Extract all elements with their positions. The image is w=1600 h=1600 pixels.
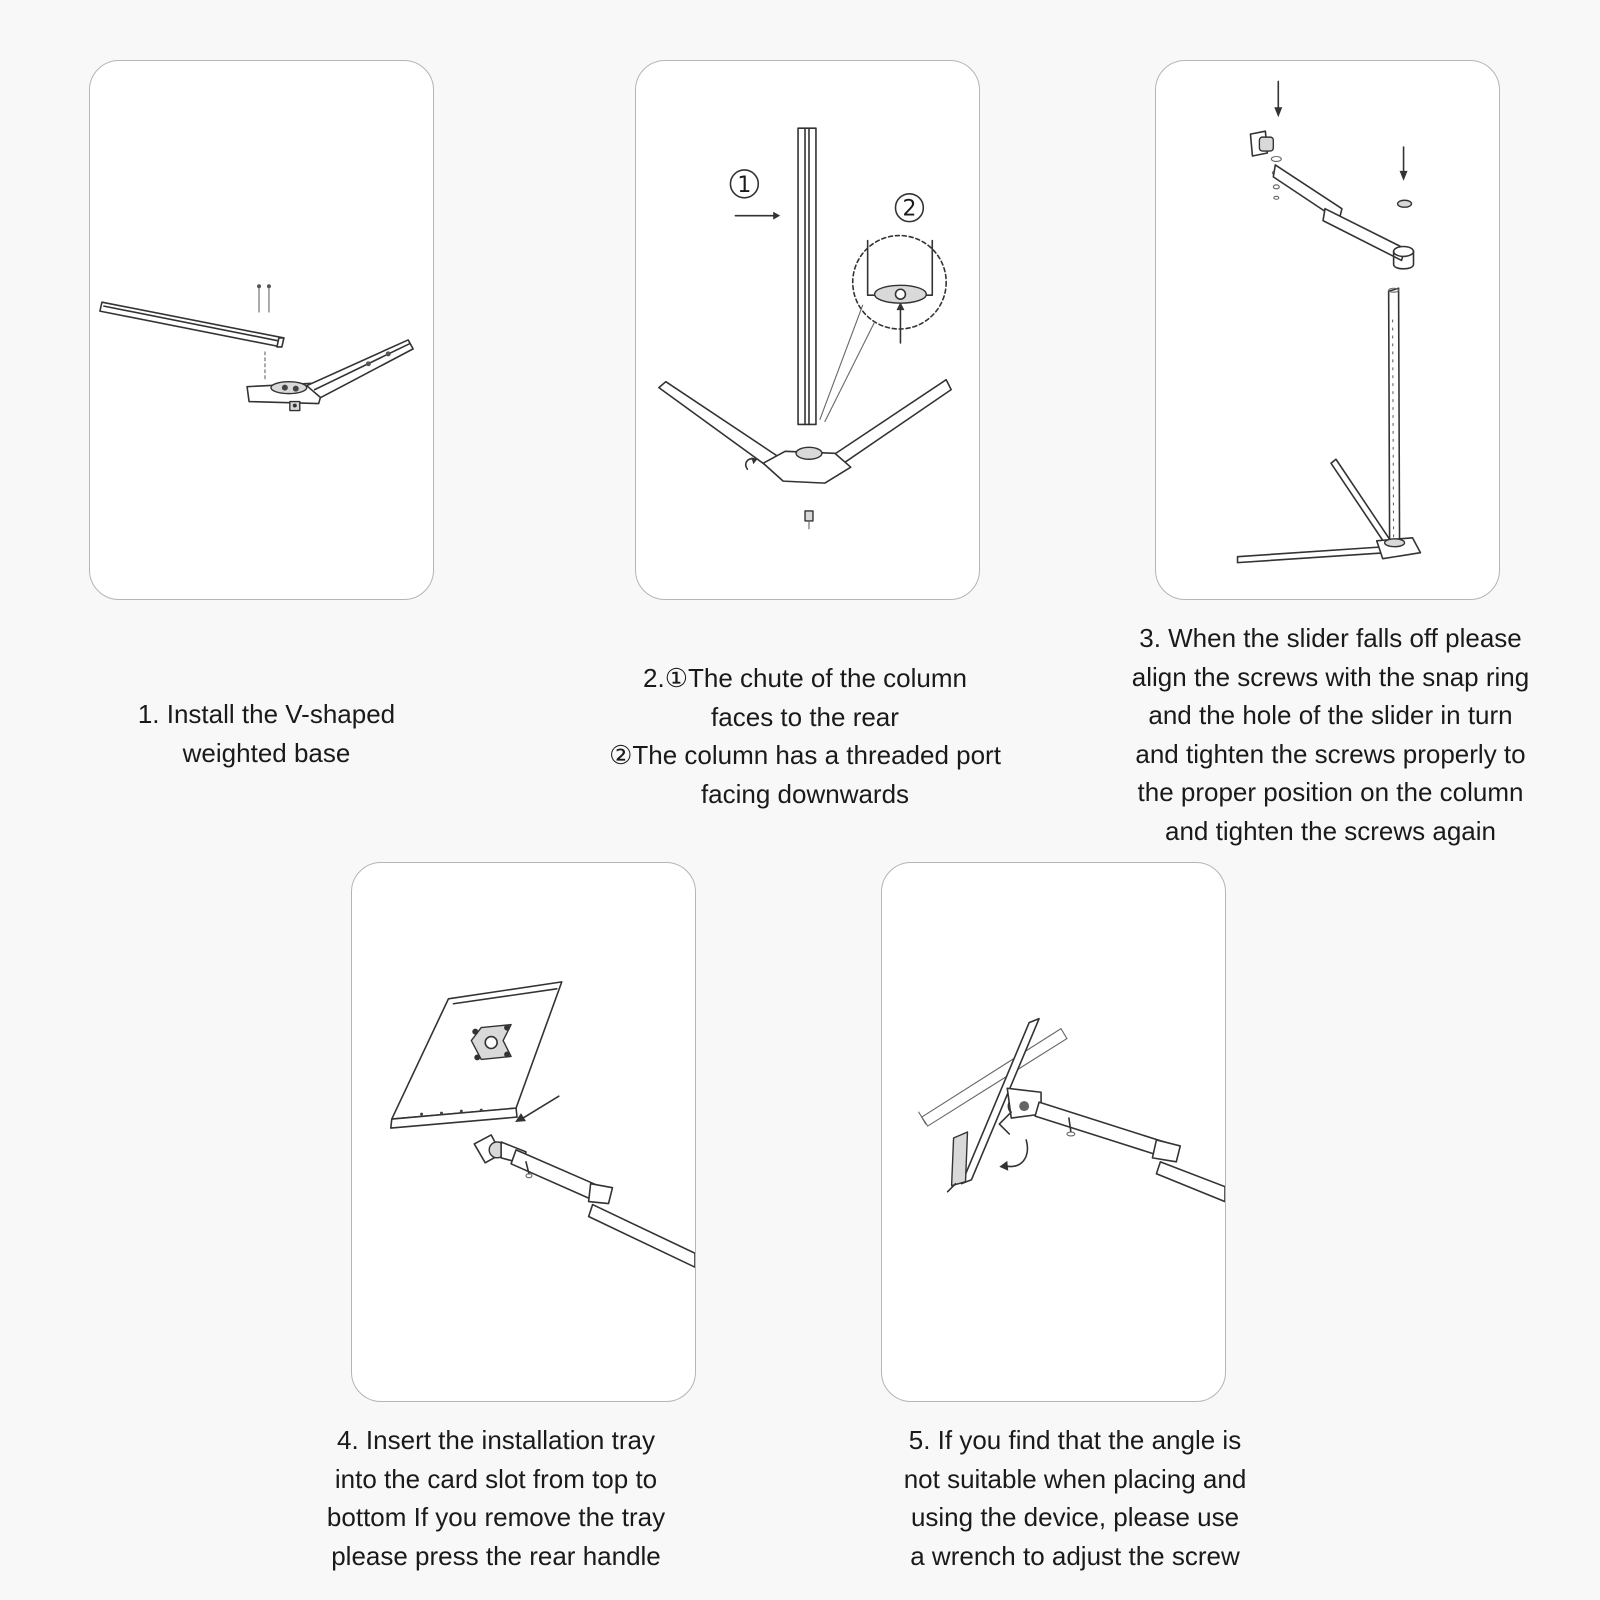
step-2-caption-line: facing downwards bbox=[700, 778, 910, 809]
tray-insert-illustration bbox=[352, 863, 695, 1401]
step-3-caption-line: 3. When the slider falls off please bbox=[1139, 623, 1522, 653]
step-3-caption-line: and the hole of the slider in turn bbox=[1148, 700, 1513, 730]
step-2-caption bbox=[590, 659, 1020, 813]
step-4-caption-line: 4. Insert the installation tray bbox=[337, 1425, 655, 1455]
step-1-caption bbox=[104, 695, 429, 772]
step-1-caption-line: 1. Install the V-shaped bbox=[137, 699, 396, 729]
step-2-caption-line: faces to the rear bbox=[711, 701, 899, 732]
step-2-caption-line: ②The column has a threaded port bbox=[609, 740, 1001, 770]
angle-adjust-illustration bbox=[882, 863, 1225, 1401]
step-1-caption-line: weighted base bbox=[182, 737, 351, 768]
column-insert-illustration bbox=[636, 61, 979, 599]
step-4-caption bbox=[306, 1421, 686, 1575]
v-base-assembly-illustration bbox=[90, 61, 433, 599]
step-5-illustration-panel bbox=[881, 862, 1226, 1402]
step-5-caption-line: not suitable when placing and bbox=[903, 1463, 1247, 1494]
step-4-caption-line: bottom If you remove the tray bbox=[326, 1502, 666, 1532]
step-3-caption bbox=[1108, 619, 1553, 850]
step-2-caption-line: 2.①The chute of the column bbox=[643, 663, 967, 693]
slider-arm-assembly-illustration bbox=[1156, 61, 1499, 599]
step-5-caption-line: 5. If you find that the angle is bbox=[908, 1425, 1242, 1455]
step-3-caption-line: align the screws with the snap ring bbox=[1131, 661, 1530, 692]
step-3-illustration-panel bbox=[1155, 60, 1500, 600]
step-3-caption-line: and tighten the screws again bbox=[1165, 815, 1496, 846]
step-4-caption-line: please press the rear handle bbox=[331, 1540, 661, 1571]
step-5-caption bbox=[870, 1421, 1280, 1575]
step-1-illustration-panel bbox=[89, 60, 434, 600]
step-5-caption-line: a wrench to adjust the screw bbox=[910, 1540, 1240, 1571]
step-4-caption-line: into the card slot from top to bbox=[334, 1463, 658, 1494]
step-marker-2: 2 bbox=[902, 196, 917, 222]
step-marker-1: 1 bbox=[737, 172, 752, 198]
step-4-illustration-panel bbox=[351, 862, 696, 1402]
step-3-caption-line: the proper position on the column bbox=[1137, 777, 1524, 807]
step-5-caption-line: using the device, please use bbox=[910, 1502, 1240, 1532]
step-2-illustration-panel bbox=[635, 60, 980, 600]
step-3-caption-line: and tighten the screws properly to bbox=[1135, 738, 1526, 769]
